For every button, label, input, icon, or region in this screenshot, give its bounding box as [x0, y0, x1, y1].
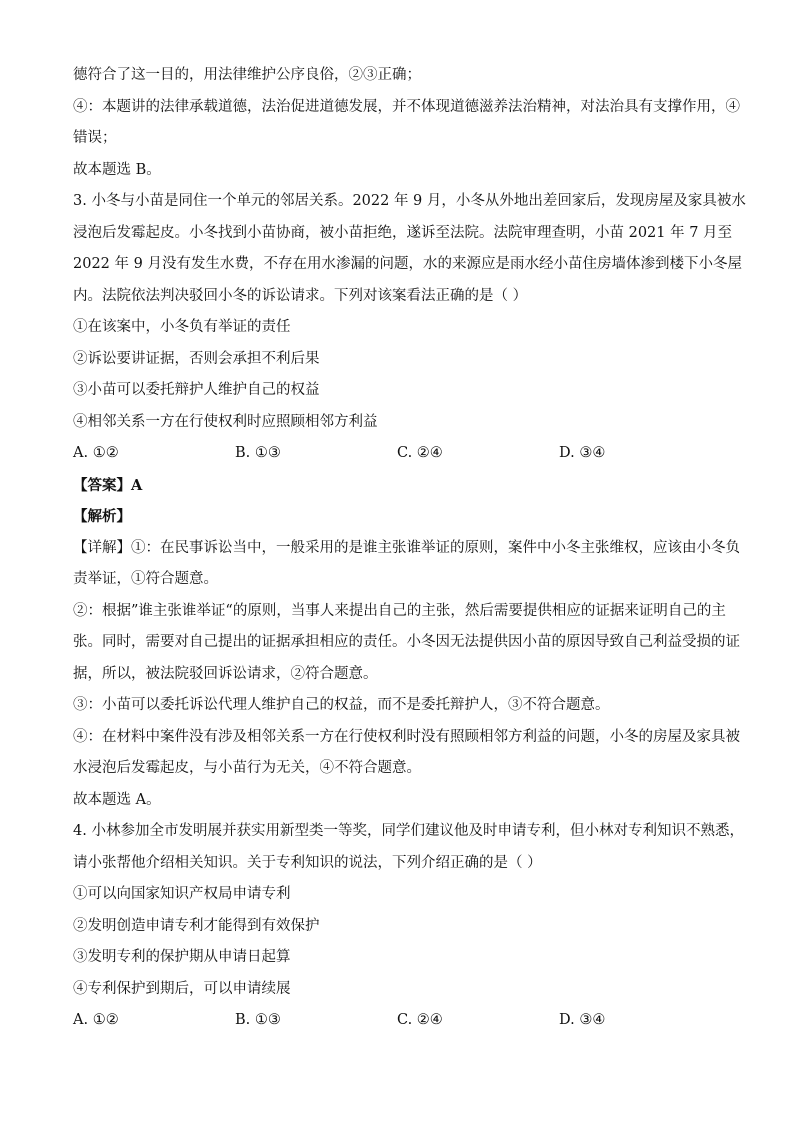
option-a: A. ①②: [73, 1012, 119, 1028]
answer-line: 【答案】A: [73, 476, 143, 494]
previous-question-tail: [73, 60, 740, 186]
statement-item: ④相邻关系一方在行使权利时应照顾相邻方利益: [73, 413, 378, 430]
statement-item: ②发明创造申请专利才能得到有效保护: [73, 917, 320, 934]
page-content: [73, 60, 746, 1037]
question-4: [73, 816, 744, 1037]
explanation-line: 张。同时，需要对自己提出的证据承担相应的责任。小冬因无法提供因小苗的原因导致自己利益受损的证: [73, 634, 740, 650]
statement-item: ①在该案中，小冬负有举证的责任: [73, 319, 291, 335]
question-stem-line: 内。法院依法判决驳回小冬的诉讼请求。下列对该案看法正确的是（ ）: [73, 287, 528, 304]
statement-item: ③发明专利的保护期从申请日起算: [73, 949, 291, 965]
explanation-line: ④：在材料中案件没有涉及相邻关系一方在行使权利时没有照顾相邻方利益的问题，小冬的房屋及家具被: [73, 728, 740, 745]
analysis-heading: 【解析】: [73, 508, 131, 525]
answer-options: [73, 1005, 723, 1037]
statement-item: ④专利保护到期后，可以申请续展: [73, 980, 291, 997]
explanation-line: 据，所以，被法院驳回诉讼请求，②符合题意。: [73, 665, 378, 682]
statement-item: ③小苗可以委托辩护人维护自己的权益: [73, 382, 320, 398]
explanation-line: 【详解】①：在民事诉讼当中，一般采用的是谁主张谁举证的原则，案件中小冬主张维权，应该由小冬负: [73, 539, 740, 556]
explanation-line: 水浸泡后发霉起皮，与小苗行为无关，④不符合题意。: [73, 760, 421, 776]
explanation-line: 责举证，①符合题意。: [73, 571, 218, 587]
option-d: D. ③④: [559, 445, 606, 461]
option-b: B. ①③: [235, 445, 281, 461]
statement-item: ①可以向国家知识产权局申请专利: [73, 886, 291, 902]
option-c: C. ②④: [397, 1012, 443, 1028]
answer-options: [73, 438, 723, 470]
text-line: 错误；: [73, 130, 117, 146]
text-line: 德符合了这一目的，用法律维护公序良俗，②③正确；: [73, 67, 421, 83]
text-line: 故本题选 B。: [73, 161, 161, 178]
option-c: C. ②④: [397, 445, 443, 461]
question-3: [73, 186, 746, 816]
option-d: D. ③④: [559, 1012, 606, 1028]
question-stem-line: 3. 小冬与小苗是同住一个单元的邻居关系。2022 年 9 月，小冬从外地出差回家后，发现房屋及家具被水: [73, 193, 746, 209]
question-stem-line: 浸泡后发霉起皮。小冬找到小苗协商，被小苗拒绝，遂诉至法院。法院审理查明，小苗 2021 年 7 月至: [73, 224, 733, 241]
explanation-line: ②：根据”谁主张谁举证“的原则，当事人来提出自己的主张，然后需要提供相应的证据来证明自己的主: [73, 602, 726, 619]
option-a: A. ①②: [73, 445, 119, 461]
text-line: ④：本题讲的法律承载道德，法治促进道德发展，并不体现道德滋养法治精神，对法治具有支撑作用，④: [73, 98, 740, 115]
explanation-line: ③：小苗可以委托诉讼代理人维护自己的权益，而不是委托辩护人，③不符合题意。: [73, 697, 610, 713]
option-b: B. ①③: [235, 1012, 281, 1028]
question-stem-line: 4. 小林参加全市发明展并获实用新型类一等奖，同学们建议他及时申请专利，但小林对专利知识不熟悉，: [73, 823, 744, 839]
explanation-line: 故本题选 A。: [73, 791, 161, 808]
statement-item: ②诉讼要讲证据，否则会承担不利后果: [73, 350, 320, 367]
question-stem-line: 2022 年 9 月没有发生水费，不存在用水渗漏的问题，水的来源应是雨水经小苗住房墙体渗到楼下小冬屋: [73, 256, 742, 272]
question-stem-line: 请小张帮他介绍相关知识。关于专利知识的说法，下列介绍正确的是（ ）: [73, 854, 542, 871]
